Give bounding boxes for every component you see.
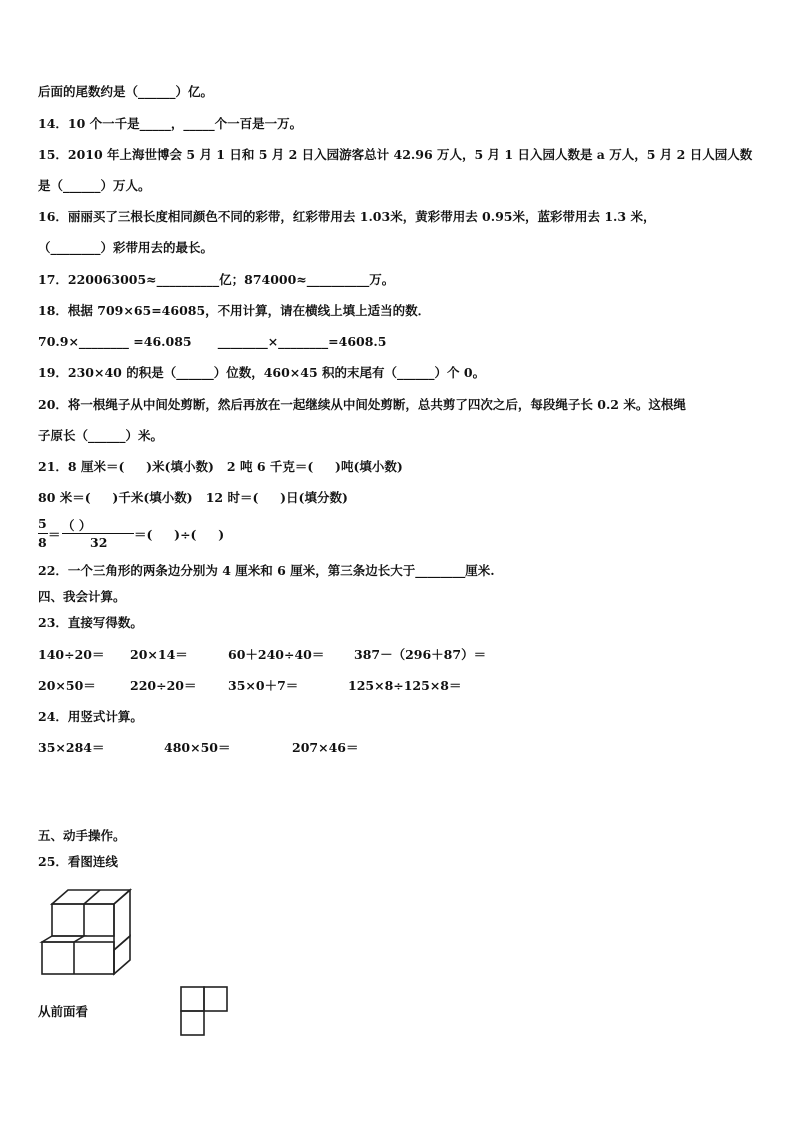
- fraction-right-bar: [62, 533, 134, 534]
- question-25: 25．看图连线: [38, 854, 118, 869]
- calc-item: 207×46＝: [292, 740, 359, 755]
- question-16-line1: 16．丽丽买了三根长度相同颜色不同的彩带，红彩带用去 1.03米，黄彩带用去 0.95米，蓝彩带用去 1.3 米，: [38, 209, 656, 224]
- question-18-line2: 70.9×________ =46.085 ________×________=4608.5: [38, 334, 387, 349]
- section-4-heading: 四、我会计算。: [38, 589, 126, 604]
- question-19: 19．230×40 的积是（______）位数，460×45 积的末尾有（______）个 0。: [38, 365, 486, 380]
- fraction-numerator: 5: [38, 516, 47, 531]
- calc-item: 387－（296＋87）＝: [354, 647, 487, 662]
- calc-item: 20×14＝: [130, 647, 188, 662]
- fraction-right-numerator: （ ）: [62, 518, 92, 533]
- fraction-denominator: 8: [38, 535, 47, 550]
- question-21-fraction-line: [38, 516, 238, 552]
- calc-item: 220÷20＝: [130, 678, 197, 693]
- question-23: 23．直接写得数。: [38, 615, 143, 630]
- question-14: 14．10 个一千是_____，_____个一百是一万。: [38, 116, 303, 131]
- question-16-line2: （________）彩带用去的最长。: [38, 240, 214, 255]
- question-20-line2: 子原长（______）米。: [38, 428, 164, 443]
- question-15-line2: 是（______）万人。: [38, 178, 151, 193]
- calc-item: 35×284＝: [38, 740, 105, 755]
- calc-item: 480×50＝: [164, 740, 231, 755]
- question-21-line1: 21．8 厘米＝( )米(填小数) 2 吨 6 千克＝( )吨(填小数): [38, 459, 403, 474]
- question-20-line1: 20．将一根绳子从中间处剪断，然后再放在一起继续从中间处剪断，总共剪了四次之后，每段绳子长 0.2 米。这根绳: [38, 397, 686, 412]
- calc-item: 20×50＝: [38, 678, 96, 693]
- question-22: 22．一个三角形的两条边分别为 4 厘米和 6 厘米，第三条边长大于________厘米.: [38, 563, 495, 578]
- question-15-line1: 15．2010 年上海世博会 5 月 1 日和 5 月 2 日入园游客总计 42.96 万人，5 月 1 日入园人数是 a 万人，5 月 2 日人园人数: [38, 147, 753, 162]
- fraction-bar: [38, 533, 48, 534]
- question-21-line2: 80 米＝( )千米(填小数) 12 时＝( )日(填分数): [38, 490, 348, 505]
- question-18-line1: 18．根据 709×65=46085，不用计算，请在横线上填上适当的数．: [38, 303, 431, 318]
- calc-item: 140÷20＝: [38, 647, 105, 662]
- front-view-figure: [178, 984, 230, 1038]
- question-17: 17．220063005≈__________亿；874000≈__________万。: [38, 272, 395, 287]
- cube-stack-figure: [38, 878, 134, 978]
- front-view-label: 从前面看: [38, 1004, 89, 1019]
- fraction-tail: ＝( )÷( ): [134, 527, 225, 542]
- question-13-tail: 后面的尾数约是（______）亿。: [38, 84, 214, 99]
- calc-item: 125×8÷125×8＝: [348, 678, 462, 693]
- calc-item: 35×0＋7＝: [228, 678, 299, 693]
- section-5-heading: 五、动手操作。: [38, 828, 126, 843]
- fraction-right-denominator: 32: [90, 535, 108, 550]
- fraction-equals: ＝: [48, 527, 61, 542]
- calc-item: 60＋240÷40＝: [228, 647, 325, 662]
- question-24: 24．用竖式计算。: [38, 709, 143, 724]
